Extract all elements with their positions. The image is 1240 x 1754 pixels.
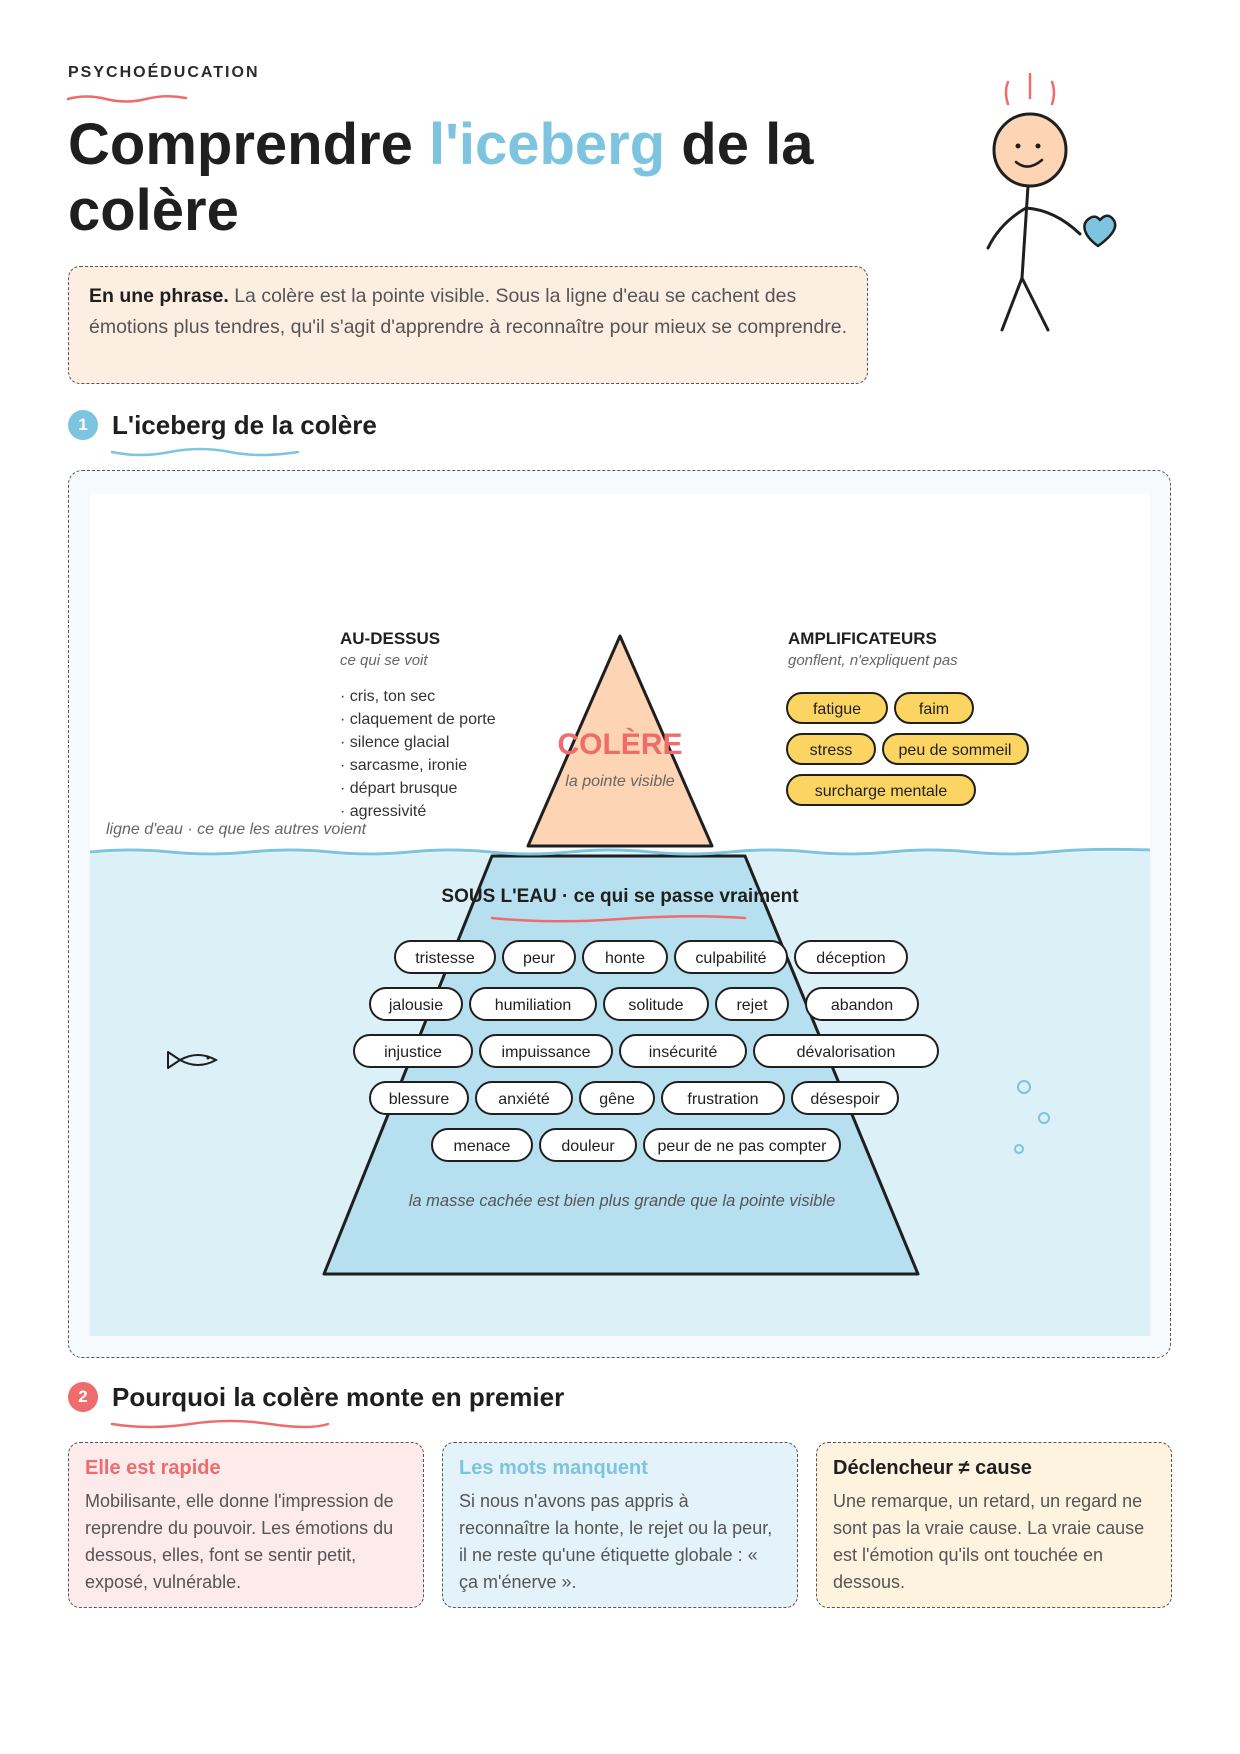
above-item: · claquement de porte bbox=[340, 711, 496, 728]
card-body: Mobilisante, elle donne l'impression de reprendre du pouvoir. Les émotions du dessous, elles, font se sentir petit, exposé, vulnérable. bbox=[85, 1491, 394, 1592]
emotion-pill bbox=[370, 1082, 468, 1114]
summary-text: La colère est la pointe visible. Sous la ligne d'eau se cachent des émotions plus tendres, qu'il s'agit d'apprendre à reconnaître pour mieux se comprendre. bbox=[89, 285, 848, 338]
amplifiers-heading: AMPLIFICATEURS bbox=[788, 629, 937, 648]
svg-text:peu de sommeil: peu de sommeil bbox=[898, 742, 1012, 759]
svg-text:honte: honte bbox=[604, 950, 646, 967]
emotion-pill bbox=[604, 988, 708, 1020]
emotion-pill bbox=[662, 1082, 784, 1114]
title-part-1: Comprendre bbox=[68, 112, 429, 177]
tip-subtitle: la pointe visible bbox=[565, 773, 675, 790]
summary-box bbox=[68, 266, 868, 384]
svg-text:tristesse: tristesse bbox=[415, 950, 475, 967]
emotion-pill bbox=[754, 1035, 938, 1067]
section-1-number: 1 bbox=[68, 410, 98, 440]
emotion-pill bbox=[792, 1082, 898, 1114]
svg-text:culpabilité: culpabilité bbox=[695, 950, 767, 967]
emotion-pill bbox=[716, 988, 788, 1020]
above-item: · cris, ton sec bbox=[340, 688, 436, 705]
svg-text:impuissance: impuissance bbox=[501, 1044, 591, 1061]
heart-icon bbox=[1084, 216, 1115, 246]
above-heading: AU-DESSUS bbox=[340, 629, 441, 648]
svg-text:frustration: frustration bbox=[687, 1091, 759, 1108]
emotion-pill bbox=[370, 988, 462, 1020]
svg-text:dévalorisation: dévalorisation bbox=[796, 1044, 896, 1061]
emotion-pill bbox=[644, 1129, 840, 1161]
above-subtitle: ce qui se voit bbox=[340, 652, 428, 669]
svg-text:menace: menace bbox=[453, 1138, 511, 1155]
emotion-pill bbox=[476, 1082, 572, 1114]
iceberg-diagram bbox=[90, 494, 1150, 1336]
card-missing-words bbox=[442, 1442, 798, 1608]
svg-text:injustice: injustice bbox=[384, 1044, 442, 1061]
card-body: Si nous n'avons pas appris à reconnaître la honte, le rejet ou la peur, il ne reste qu'une étiquette globale : « ça m'énerve ». bbox=[459, 1491, 773, 1592]
emotion-pill bbox=[675, 941, 787, 973]
above-item: · sarcasme, ironie bbox=[340, 757, 468, 774]
amplifier-pill bbox=[895, 693, 973, 723]
emotion-pill bbox=[354, 1035, 472, 1067]
svg-text:désespoir: désespoir bbox=[810, 1091, 880, 1108]
card-rapid bbox=[68, 1442, 424, 1608]
svg-text:abandon: abandon bbox=[830, 997, 894, 1014]
svg-text:jalousie: jalousie bbox=[388, 997, 444, 1014]
emotion-pill bbox=[806, 988, 918, 1020]
bottom-note: la masse cachée est bien plus grande que la pointe visible bbox=[408, 1192, 836, 1210]
svg-text:humiliation: humiliation bbox=[494, 997, 572, 1014]
above-item: · silence glacial bbox=[340, 734, 450, 751]
svg-text:douleur: douleur bbox=[561, 1138, 615, 1155]
svg-text:gêne: gêne bbox=[599, 1091, 635, 1108]
section-1-title: L'iceberg de la colère bbox=[112, 410, 377, 440]
tip-label: COLÈRE bbox=[557, 728, 683, 761]
card-body: Une remarque, un retard, un regard ne sont pas la vraie cause. La vraie cause est l'émotion qu'ils ont touchée en dessous. bbox=[833, 1491, 1145, 1592]
title-highlight: l'iceberg bbox=[428, 112, 666, 177]
emotion-pill bbox=[395, 941, 495, 973]
card-trigger-cause bbox=[816, 1442, 1172, 1608]
summary-lead: En une phrase. bbox=[89, 285, 229, 307]
section-1-underline bbox=[110, 446, 302, 460]
waterline-label: ligne d'eau · ce que les autres voient bbox=[106, 821, 367, 838]
emotion-pill bbox=[480, 1035, 612, 1067]
section-2-title: Pourquoi la colère monte en premier bbox=[112, 1382, 565, 1412]
amplifier-pill bbox=[787, 775, 975, 805]
emotion-pill bbox=[503, 941, 575, 973]
title-part-2: de la colère bbox=[68, 112, 814, 243]
underwater-heading: SOUS L'EAU · ce qui se passe vraiment bbox=[441, 886, 799, 907]
section-2-underline bbox=[110, 1418, 332, 1432]
card-title: Les mots manquent bbox=[459, 1457, 648, 1479]
svg-text:fatigue: fatigue bbox=[812, 701, 862, 718]
emotion-pill bbox=[470, 988, 596, 1020]
svg-text:surcharge mentale: surcharge mentale bbox=[814, 783, 948, 800]
section-2-number: 2 bbox=[68, 1382, 98, 1412]
svg-text:peur de ne pas compter: peur de ne pas compter bbox=[657, 1138, 827, 1155]
emotion-pill bbox=[540, 1129, 636, 1161]
card-title: Déclencheur ≠ cause bbox=[833, 1457, 1032, 1479]
svg-text:stress: stress bbox=[809, 742, 853, 759]
above-item: · agressivité bbox=[340, 803, 427, 820]
amplifier-pill bbox=[787, 734, 875, 764]
svg-text:insécurité: insécurité bbox=[648, 1044, 718, 1061]
emotion-pill bbox=[583, 941, 667, 973]
amplifier-pill bbox=[883, 734, 1028, 764]
eyebrow-label: PSYCHOÉDUCATION bbox=[68, 64, 260, 81]
svg-text:peur: peur bbox=[522, 950, 556, 967]
svg-text:déception: déception bbox=[816, 950, 886, 967]
amplifier-pill bbox=[787, 693, 887, 723]
svg-text:rejet: rejet bbox=[736, 997, 768, 1014]
card-title: Elle est rapide bbox=[85, 1457, 221, 1479]
svg-text:blessure: blessure bbox=[388, 1091, 450, 1108]
svg-text:anxiété: anxiété bbox=[498, 1091, 550, 1108]
emotion-pill bbox=[580, 1082, 654, 1114]
emotion-pill bbox=[432, 1129, 532, 1161]
emotion-pill bbox=[620, 1035, 746, 1067]
eyebrow-underline bbox=[66, 92, 196, 106]
page-title bbox=[68, 112, 888, 244]
above-item: · départ brusque bbox=[340, 780, 458, 797]
stick-figure-illustration bbox=[980, 68, 1140, 338]
amplifiers-subtitle: gonflent, n'expliquent pas bbox=[788, 652, 958, 669]
emotion-pill bbox=[795, 941, 907, 973]
svg-text:faim: faim bbox=[918, 701, 950, 718]
svg-text:solitude: solitude bbox=[628, 997, 684, 1014]
